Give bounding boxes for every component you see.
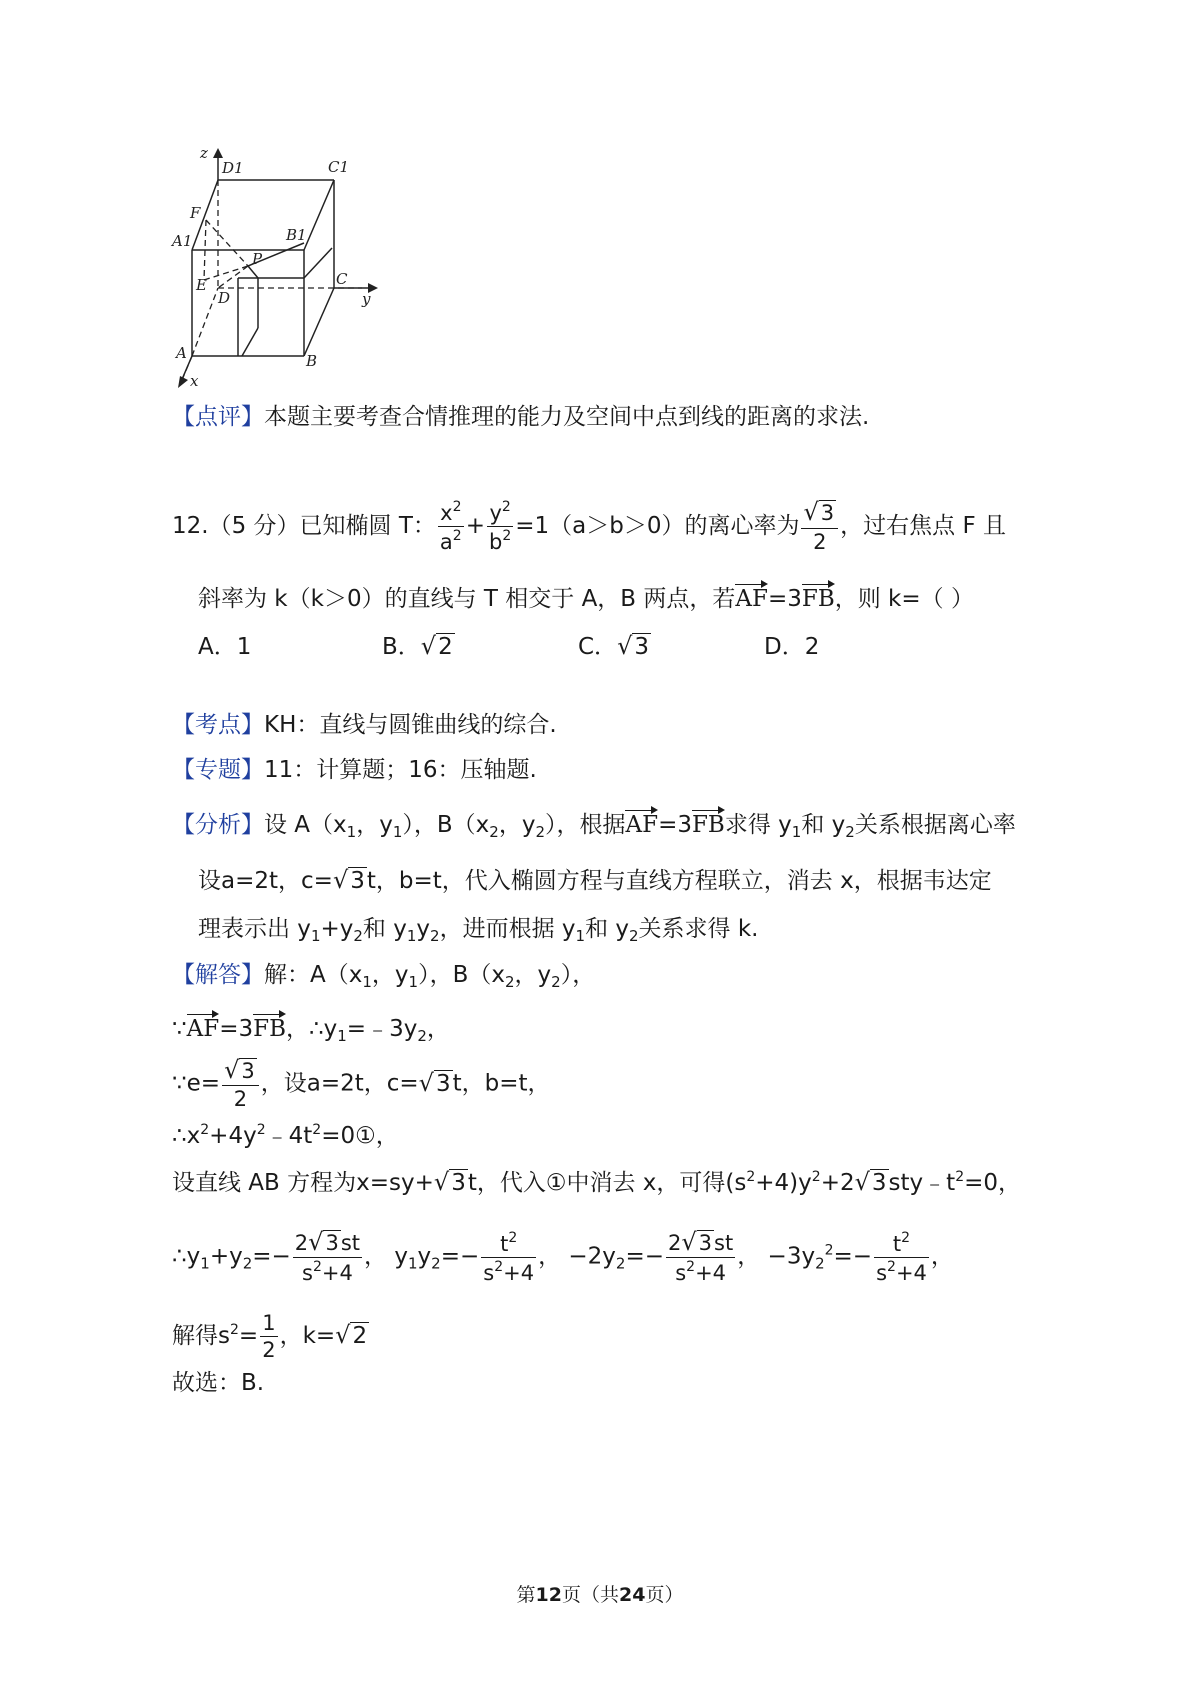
- edge-b1-c1: [304, 180, 334, 250]
- choice-c: C．√3: [578, 632, 649, 660]
- stem-line2-c: ，则 k=（ ）: [834, 586, 974, 612]
- page-footer: 第12页（共24页）: [516, 1584, 684, 1606]
- fenxi-line3: 理表示出 $y_1+y_2$和 $y_1y_2$，进而根据 $y_1$和 $y_2$关系求得 k.: [198, 916, 759, 945]
- label-y: y: [362, 290, 371, 308]
- frac-sqrt3-2: $\frac{√3}{2}$: [801, 500, 838, 552]
- label-e: E: [196, 276, 207, 294]
- label-p: P: [252, 250, 263, 268]
- frac-y2-b2: $\frac{y^2}{b^2}$: [488, 499, 512, 555]
- fenxi-tag: 【分析】: [172, 812, 264, 838]
- stem-eq-rest: =1（a＞b＞0）的离心率为: [515, 513, 800, 540]
- vector-af-3: AF: [187, 1012, 220, 1044]
- jieda-line7: 解得$s^2=$ $\frac{1}{2}$ ，k=√2: [172, 1311, 368, 1363]
- vector-fb: FB: [802, 582, 835, 614]
- fenxi-line1: 【分析】设 $A(x_1$，$y_1$），$B(x_2$，$y_2$），根据AF=3FB求得 $y_1$和 $y_2$关系根据离心率: [172, 808, 1016, 841]
- choice-b: B．√2: [382, 632, 453, 660]
- label-d: D: [218, 289, 231, 307]
- label-f: F: [190, 204, 201, 222]
- comment-tag: 【点评】: [172, 404, 264, 430]
- label-c: C: [336, 270, 348, 288]
- page-number: 12: [535, 1584, 562, 1606]
- q12-stem-line2: [198, 582, 974, 614]
- p-to-d: [218, 266, 248, 288]
- question-score: （5 分）: [208, 513, 300, 540]
- label-x: x: [190, 372, 199, 390]
- stem-line2-a: 斜率为 k（k＞0）的直线与 T 相交于 A，B 两点，若: [198, 586, 736, 612]
- prev-comment: [172, 404, 869, 432]
- zhuanti: [172, 757, 537, 785]
- jieda-line2: ∵AF=3FB，$\therefore y_1=﹣3y_2$，: [172, 1012, 450, 1045]
- stem-line2-b: =3: [767, 586, 802, 612]
- label-z: z: [200, 144, 208, 162]
- jieda-line5: 设直线 AB 方程为x=sy+√3t，代入①中消去 x，可得$(s^2+4)y^2+2√3sty﹣t^2=0$，: [172, 1168, 1022, 1196]
- vector-af: AF: [735, 582, 768, 614]
- zhuanti-tag: 【专题】: [172, 757, 264, 783]
- vector-fb-3: FB: [253, 1012, 286, 1044]
- jieda-line3: ∵e= $\frac{√3}{2}$ ，设a=2t，c=√3t，b=t，: [172, 1056, 551, 1112]
- choice-a: A．1: [198, 634, 252, 660]
- jieda-line6: $\therefore y_1+y_2=-$ $\frac{2√3st}{s^2+4}$ ， $y_1y_2=-$ $\frac{t^2}{s^2+4}$ ， $-2y_2=-$ $\frac{2√3st}{s^2+4}$ ， $-3y_2^2=-$ $\frac{t^2}{s^2+4}$ ，: [172, 1228, 954, 1286]
- x-arrow: [178, 376, 188, 388]
- q12-stem: 12.（5 分）已知椭圆 T： $\frac{x^2}{a^2}$ + $\frac{y^2}{b^2}$ =1（a＞b＞0）的离心率为 $\frac{√3}{2}$ ，过右焦点 F 且: [172, 498, 1007, 555]
- frac-e: $\frac{√3}{2}$: [222, 1058, 259, 1110]
- jieda-line1: 【解答】解：$A(x_1$，$y_1$），$B(x_2$，$y_2$），: [172, 962, 596, 991]
- kaodian: [172, 712, 557, 740]
- edge-b-c: [304, 288, 334, 356]
- label-a: A: [176, 344, 187, 362]
- vector-af-2: AF: [625, 808, 658, 840]
- question-number: 12.: [172, 513, 209, 540]
- page-total: 24: [619, 1584, 646, 1606]
- stem-text-b: ，过右焦点 F 且: [840, 513, 1007, 540]
- kaodian-text: KH：直线与圆锥曲线的综合.: [264, 712, 557, 738]
- label-a1: A1: [172, 232, 193, 250]
- fenxi-line2: 设a=2t，c=√3t，b=t，代入椭圆方程与直线方程联立，消去 x，根据韦达定: [198, 866, 992, 894]
- jieda-tag: 【解答】: [172, 962, 264, 988]
- label-c1: C1: [328, 158, 350, 176]
- cube-figure: [172, 144, 382, 393]
- stem-text-a: 已知椭圆 T：: [299, 513, 436, 540]
- f-to-p: [206, 220, 248, 266]
- inner-down: [242, 328, 258, 356]
- jieda-line4: $\therefore x^2+4y^2﹣4t^2=0①$，: [172, 1122, 399, 1149]
- edge-a-d: [192, 288, 218, 356]
- vector-fb-2: FB: [692, 808, 725, 840]
- jieda-line8: 故选：B.: [172, 1370, 265, 1396]
- section-diag: [304, 248, 332, 278]
- choice-d: D．2: [764, 634, 820, 660]
- label-d1: D1: [222, 159, 244, 177]
- label-b1: B1: [286, 226, 307, 244]
- label-b: B: [306, 352, 318, 370]
- frac-x2-a2: $\frac{x^2}{a^2}$: [439, 499, 462, 555]
- kaodian-tag: 【考点】: [172, 712, 264, 738]
- zhuanti-text: 11：计算题；16：压轴题.: [264, 757, 537, 783]
- z-arrow: [213, 148, 223, 158]
- comment-text: 本题主要考查合情推理的能力及空间中点到线的距离的求法.: [264, 404, 870, 430]
